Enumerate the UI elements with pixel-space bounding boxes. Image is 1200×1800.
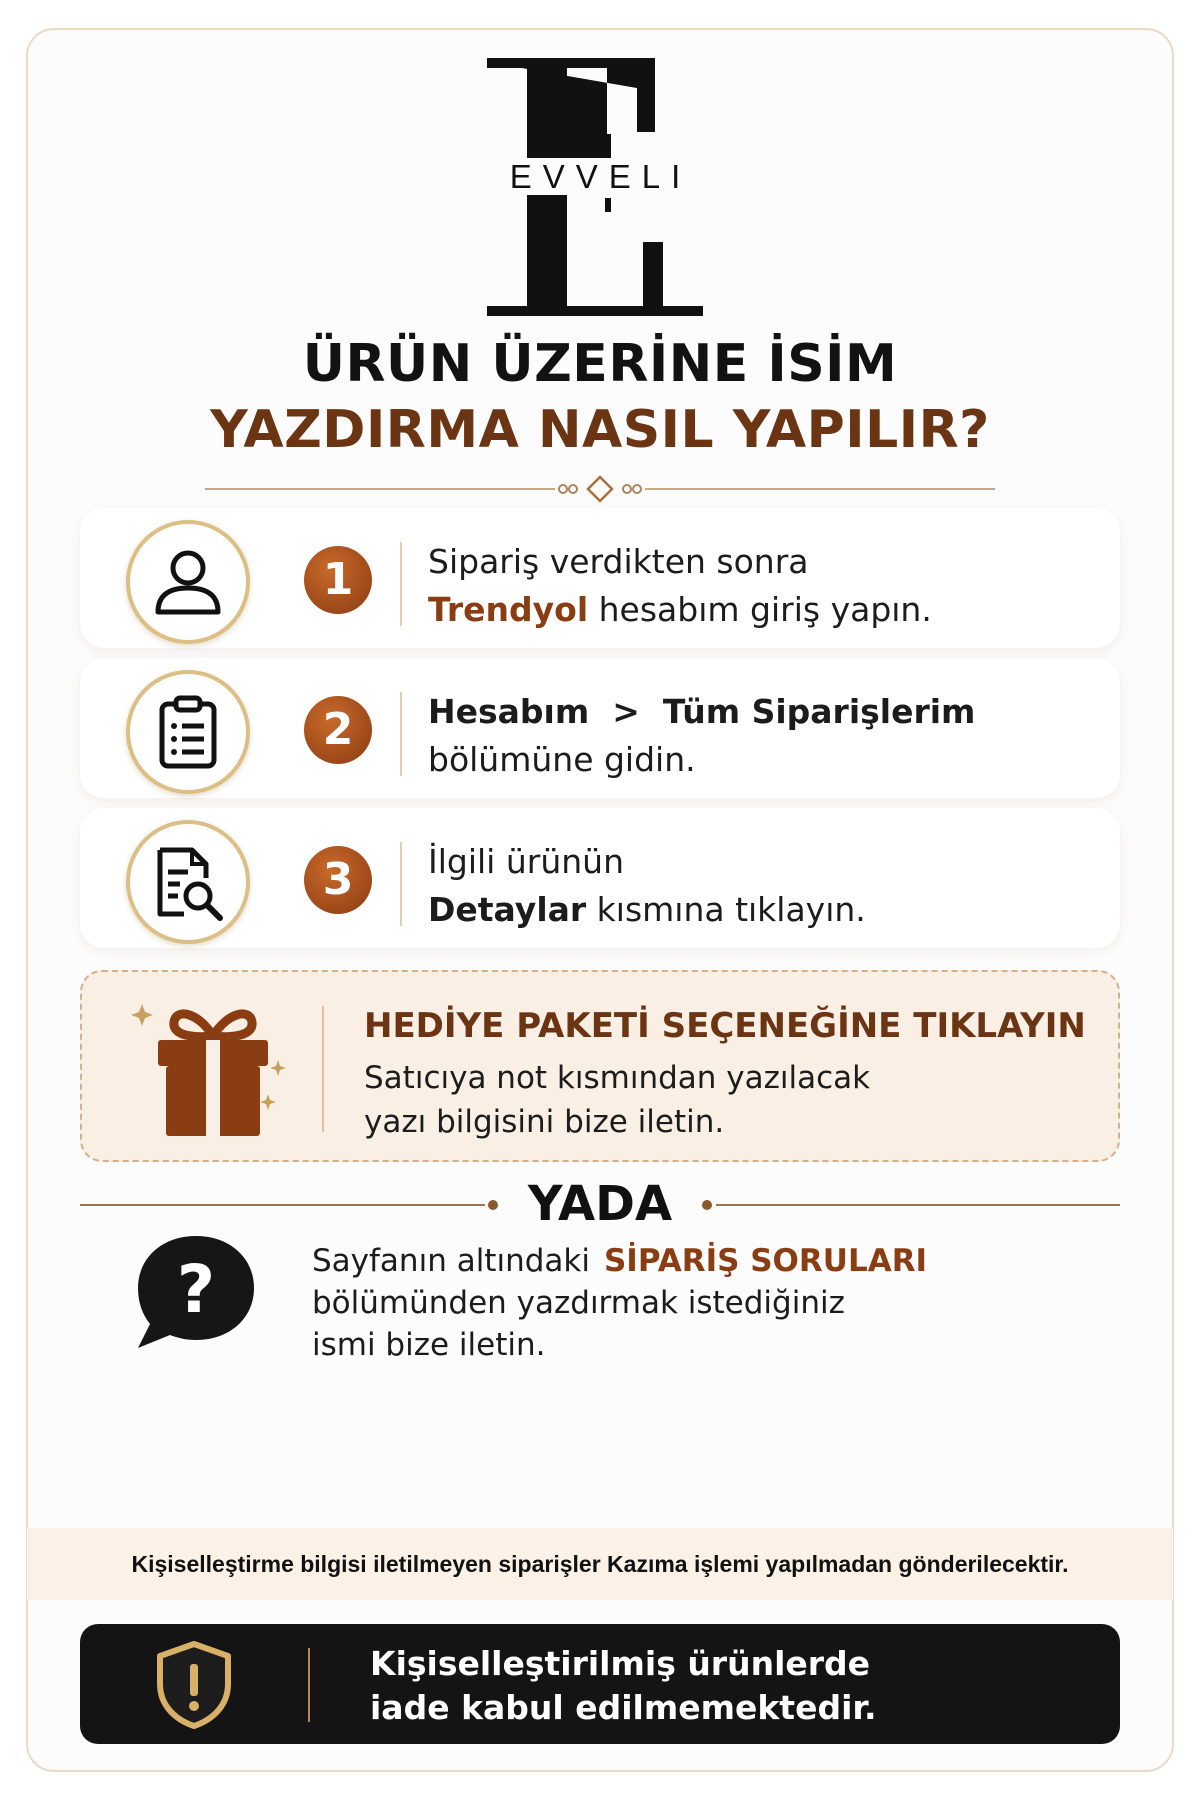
step-2-line2: bölümüne gidin. bbox=[428, 740, 696, 779]
warning-line2: iade kabul edilmemektedir. bbox=[370, 1688, 877, 1727]
step-1-line2-rest: hesabım giriş yapın. bbox=[588, 590, 932, 629]
gift-icon bbox=[128, 994, 298, 1142]
gift-title: HEDİYE PAKETİ SEÇENEĞİNE TIKLAYIN bbox=[364, 1006, 1086, 1046]
user-icon bbox=[126, 520, 250, 644]
questions-line1 bbox=[312, 1240, 927, 1282]
separator-line-right bbox=[716, 1204, 1120, 1206]
brand-name: EVVELI bbox=[506, 158, 696, 195]
step-number: 2 bbox=[304, 696, 372, 764]
step-1-card bbox=[80, 508, 1120, 648]
step-3-card bbox=[80, 808, 1120, 948]
page-title-line2: YAZDIRMA NASIL YAPILIR? bbox=[210, 400, 990, 460]
gift-text bbox=[364, 1056, 870, 1144]
step-separator bbox=[400, 842, 402, 926]
questions-line1-text: Sayfanın altındaki bbox=[312, 1243, 590, 1279]
warning-text bbox=[370, 1642, 877, 1730]
gift-line1: Satıcıya not kısmından yazılacak bbox=[364, 1060, 871, 1096]
step-1-line1: Sipariş verdikten sonra bbox=[428, 542, 809, 581]
clipboard-list-icon bbox=[126, 670, 250, 794]
step-2-card bbox=[80, 658, 1120, 798]
questions-line3: ismi bize iletin. bbox=[312, 1327, 546, 1363]
step-3-text bbox=[428, 838, 866, 934]
step-1-text bbox=[428, 538, 932, 634]
step-2-line1: Hesabım > Tüm Siparişlerim bbox=[428, 692, 976, 731]
gift-line2: yazı bilgisini bize iletin. bbox=[364, 1104, 725, 1140]
gift-package-card bbox=[80, 970, 1120, 1162]
order-questions-label: SİPARİŞ SORULARI bbox=[603, 1243, 928, 1279]
gift-separator bbox=[322, 1006, 324, 1132]
or-label: YADA bbox=[527, 1176, 673, 1232]
personalization-notice: Kişiselleştirme bilgisi iletilmeyen siparişler Kazıma işlemi yapılmadan gönderilecektir. bbox=[27, 1528, 1173, 1600]
detaylar-label: Detaylar bbox=[428, 890, 587, 929]
warning-line1: Kişiselleştirilmiş ürünlerde bbox=[370, 1644, 871, 1683]
step-separator bbox=[400, 542, 402, 626]
questions-line2: bölümünden yazdırmak istediğiniz bbox=[312, 1285, 845, 1321]
question-bubble-icon bbox=[130, 1230, 262, 1354]
document-search-icon bbox=[126, 820, 250, 944]
questions-text bbox=[312, 1240, 927, 1366]
shield-warning-icon bbox=[152, 1640, 236, 1730]
step-3-line2-rest: kısmına tıklayın. bbox=[586, 890, 866, 929]
step-separator bbox=[400, 692, 402, 776]
or-separator bbox=[80, 1176, 1120, 1236]
ornament-divider bbox=[205, 474, 995, 504]
step-number: 1 bbox=[304, 546, 372, 614]
step-3-line2 bbox=[428, 886, 866, 934]
page-title-line1: ÜRÜN ÜZERİNE İSİM bbox=[302, 334, 898, 394]
separator-dot-right bbox=[702, 1200, 712, 1210]
trendyol-label: Trendyol bbox=[428, 590, 589, 629]
step-2-text bbox=[428, 688, 975, 784]
step-number: 3 bbox=[304, 846, 372, 914]
no-return-warning bbox=[80, 1624, 1120, 1744]
warning-separator bbox=[308, 1648, 310, 1722]
step-1-line2 bbox=[428, 586, 932, 634]
brand-logo bbox=[487, 58, 703, 316]
step-3-line1: İlgili ürünün bbox=[428, 842, 624, 881]
svg-text:?: ? bbox=[176, 1251, 216, 1328]
